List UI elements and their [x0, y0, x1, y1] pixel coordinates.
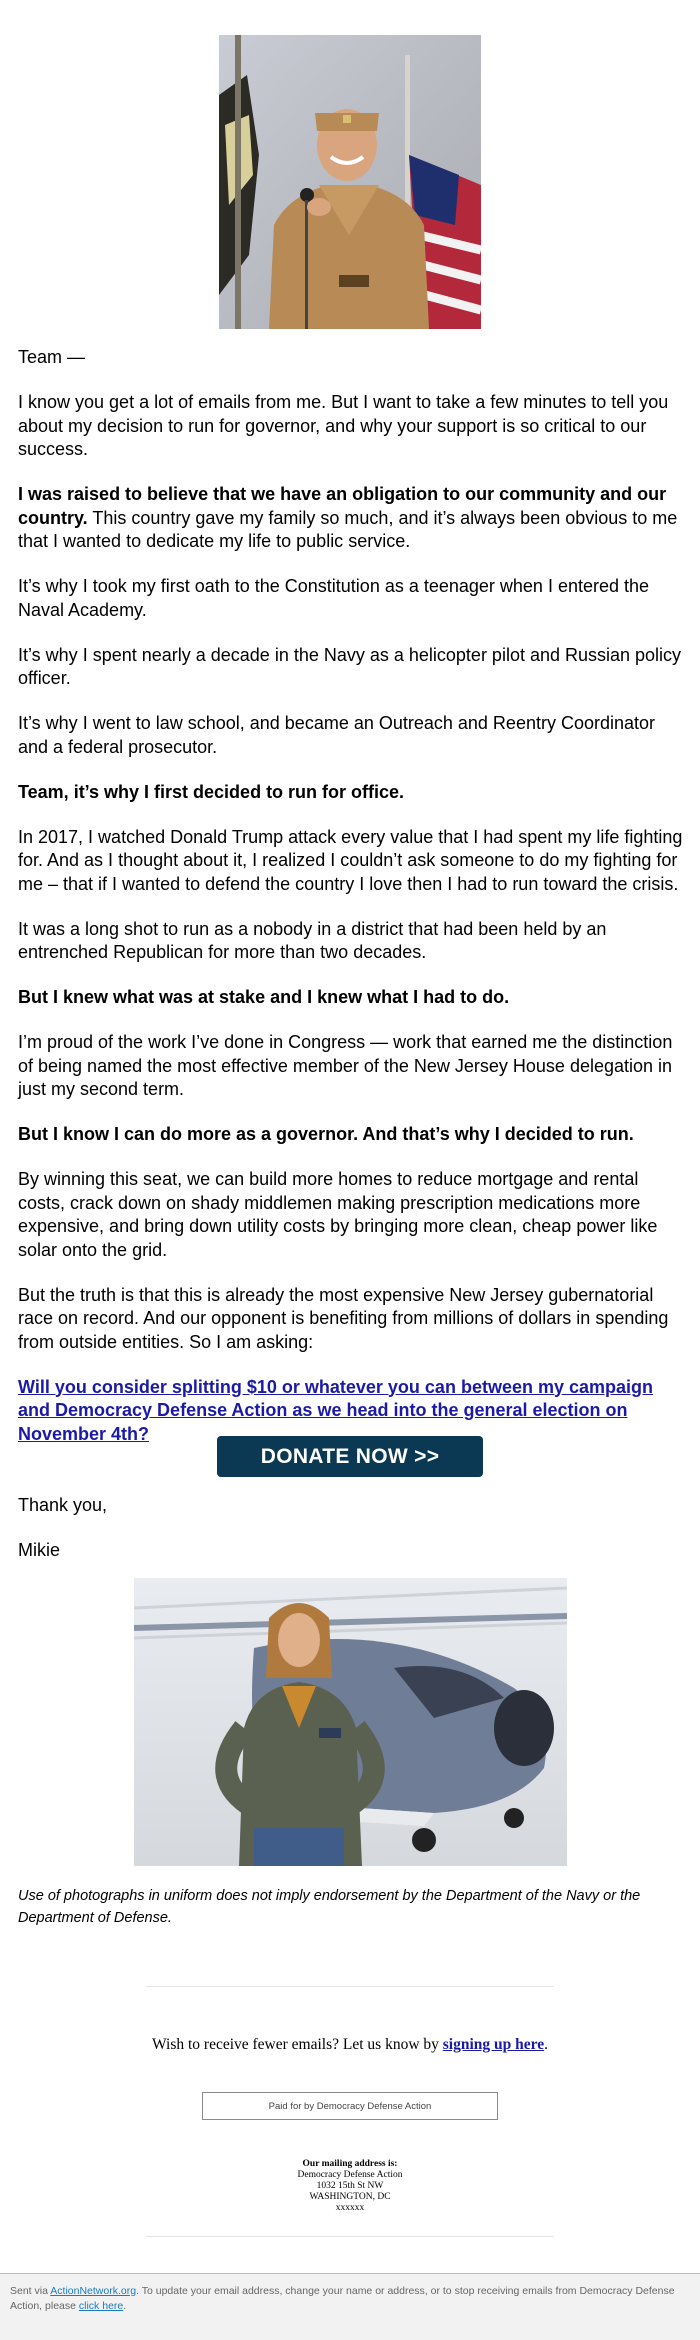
mailing-zip: xxxxxx — [335, 2203, 365, 2213]
bold-governor: But I know I can do more as a governor. And that’s why I decided to run. — [18, 1124, 634, 1144]
fewer-emails-end: . — [544, 2036, 548, 2053]
mailing-label: Our mailing address is: — [302, 2159, 398, 2169]
paragraph-obligation — [18, 483, 688, 554]
mailing-city: WASHINGTON, DC — [309, 2192, 391, 2202]
greeting: Team — — [18, 347, 86, 367]
footer-text — [10, 2284, 685, 2314]
message-body — [18, 346, 688, 1468]
footer-sent-via: Sent via — [10, 2285, 51, 2297]
paragraph-navy: It’s why I spent nearly a decade in the Navy as a helicopter pilot and Russian policy officer. — [18, 644, 682, 688]
mailing-address — [0, 2159, 700, 2214]
paragraph-intro: I know you get a lot of emails from me. But I want to take a few minutes to tell you about my decision to run for governor, and why your support is so critical to our success. — [18, 392, 669, 459]
photo-disclaimer: Use of photographs in uniform does not imply endorsement by the Department of the Navy or the Department of Defense. — [18, 1888, 641, 1926]
mailing-street: 1032 15th St NW — [316, 2181, 384, 2191]
paragraph-stakes — [18, 986, 688, 1010]
bold-obligation: I was raised to believe that we have an obligation to our community and our country. — [18, 484, 667, 528]
mailing-name: Democracy Defense Action — [297, 2170, 403, 2180]
donate-now-button[interactable]: DONATE NOW >> — [217, 1436, 483, 1477]
footer-middle: . To update your email address, change your name or address, or to stop receiving emails from Democracy Defense Action, please — [10, 2285, 675, 2312]
paragraph-run-for-office — [18, 781, 688, 805]
bold-stakes: But I knew what was at stake and I knew what I had to do. — [18, 987, 510, 1007]
fewer-emails-text: Wish to receive fewer emails? Let us know by — [152, 2036, 443, 2053]
divider-bottom — [146, 2236, 554, 2237]
hero-photo-navy-uniform — [219, 35, 481, 329]
paragraph-winning: By winning this seat, we can build more homes to reduce mortgage and rental costs, crack down on shady middlemen making prescription medications more expensive, and bring down utility costs by bringing more clean, cheap power like solar onto the grid. — [18, 1169, 658, 1260]
paragraph-congress: I’m proud of the work I’ve done in Congress — work that earned me the distinction of being named the most effective member of the New Jersey House delegation in just my second term. — [18, 1032, 673, 1099]
paragraph-long-shot: It was a long shot to run as a nobody in a district that had been held by an entrenched Republican for more than two decades. — [18, 918, 607, 962]
closing-thanks: Thank you, — [18, 1495, 108, 1515]
paragraph-law-school: It’s why I went to law school, and became an Outreach and Reentry Coordinator and a federal prosecutor. — [18, 713, 656, 757]
closing — [18, 1494, 107, 1583]
footer-end: . — [123, 2300, 127, 2312]
fewer-emails-line — [0, 2036, 700, 2054]
signing-up-here-link[interactable]: signing up here — [442, 2036, 545, 2053]
cta-donate-link[interactable]: Will you consider splitting $10 or whatever you can between my campaign and Democracy Defense Action as we head into the general election on November 4th? — [18, 1376, 654, 1444]
actionnetwork-link[interactable]: ActionNetwork.org — [50, 2285, 137, 2297]
paragraph-governor — [18, 1123, 688, 1147]
paragraph-oath: It’s why I took my first oath to the Constitution as a teenager when I entered the Naval Academy. — [18, 576, 650, 620]
paragraph-2017: In 2017, I watched Donald Trump attack every value that I had spent my life fighting for. And as I thought about it, I realized I couldn’t ask someone to do my fighting for me – that if I wanted to defend the country I love then I had to run toward the crisis. — [18, 826, 683, 894]
paid-for-box: Paid for by Democracy Defense Action — [202, 2092, 498, 2120]
divider-top — [146, 1986, 554, 1987]
photo-helicopter-flight-jacket — [134, 1578, 567, 1866]
footer — [0, 2273, 700, 2340]
paragraph-truth: But the truth is that this is already the most expensive New Jersey gubernatorial race on record. And our opponent is benefiting from millions of dollars in spending from outside entities. So I am asking: — [18, 1284, 669, 1352]
closing-signature: Mikie — [18, 1539, 61, 1560]
bold-run-for-office: Team, it’s why I first decided to run for office. — [18, 781, 405, 802]
click-here-link[interactable]: click here — [78, 2300, 124, 2312]
obligation-rest: This country gave my family so much, and it’s always been obvious to me that I wanted to dedicate my life to public service. — [18, 507, 678, 551]
